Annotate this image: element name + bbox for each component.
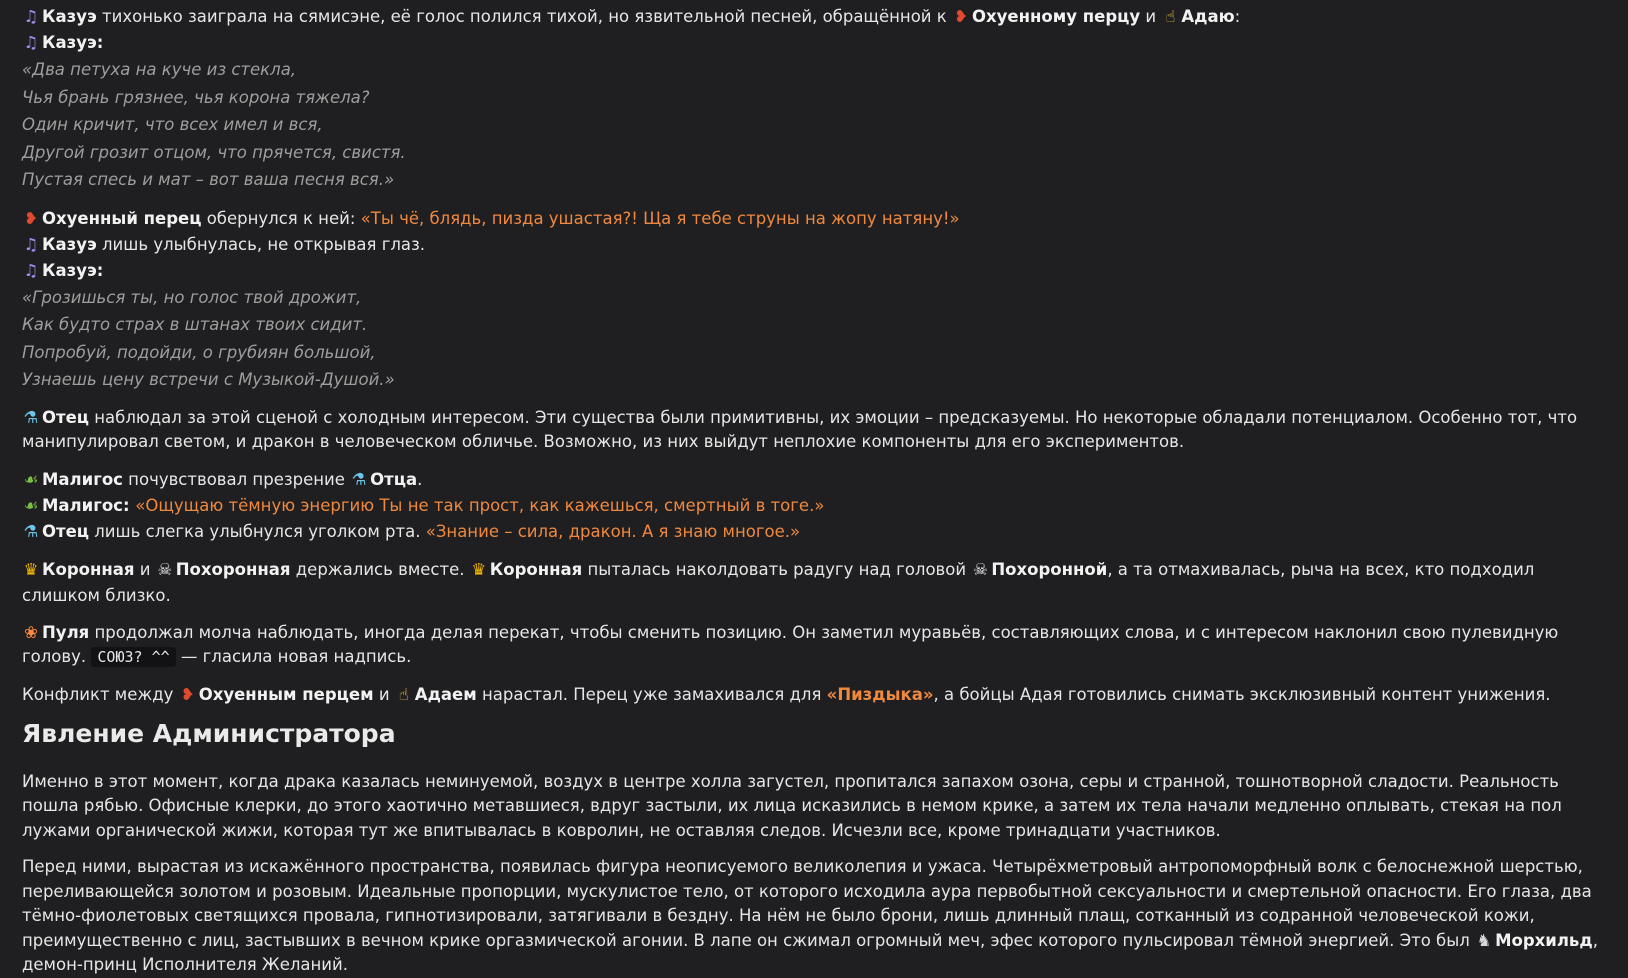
quote: «Ты чё, блядь, пизда ушастая?! Ща я тебе струны на жопу натяну!» (360, 208, 960, 228)
verse-line: «Грозишься ты, но голос твой дрожит, (22, 287, 362, 307)
paragraph: Именно в этот момент, когда драка казалась неминуемой, воздух в центре холла загустел, пропитался запахом озона, серы и странной, тошнотворной сладости. Реальность пошла рябью. Офисные клерки, до этого хаотично метавшиеся, вдруг застыли, их лица исказились в немом крике, а затем их тела начали медленно оплывать, стекая на пол лужами органической жижи, которая тут же впитывалась в ковролин, не оставляя следов. Исчезли все, кроме тринадцати участников. (22, 771, 1562, 840)
verse-line: «Два петуха на куче из стекла, (22, 60, 297, 79)
pulya-line: ❀ Пуля продолжал молча наблюдать, иногда делая перекат, чтобы сменить позицию. Он заметил муравьёв, составляющих слова, и с интересом наклонил свою пулевидную голову. СОЮЗ? ^^ — гласила новая надпись. (22, 622, 1559, 666)
verse-line: Узнаешь цену встречи с Музыкой-Душой.» (22, 370, 395, 389)
chili-pepper-icon: ❥ (954, 7, 968, 26)
music-note-icon: ♫ (23, 260, 39, 280)
skull-icon: ☠ (972, 559, 988, 579)
crown-icon: ♛ (23, 559, 39, 579)
speaker-name: Казуэ (42, 7, 97, 26)
quote: «Ощущаю тёмную энергию Ты не так прост, как кажешься, смертный в тоге.» (135, 495, 825, 515)
verse-line: Чья брань грязнее, чья корона тяжела? (22, 87, 370, 107)
pepper-reply: ❥ Охуенный перец обернулся к ней: «Ты чё, блядь, пизда ушастая?! Ща я тебе струны на жопу натяну!» (22, 206, 1602, 232)
intro-line: ♫ Казуэ тихонько заиграла на сямисэне, её голос полился тихой, но язвительной песней, обращённой к ❥ Охуенному перцу и ☝ Адаю: (22, 4, 1602, 30)
dragon-icon: ☙ (23, 495, 39, 515)
malygos-line: ☙ Малигос почувствовал презрение ⚗ Отца. (22, 467, 1602, 493)
quote: «Пиздыка» (826, 684, 934, 704)
music-note-icon: ♫ (23, 7, 39, 26)
music-note-icon: ♫ (23, 33, 39, 52)
song-header: ♫ Казуэ: (22, 30, 1602, 56)
verse-line: Другой грозит отцом, что прячется, свистя. (22, 142, 406, 162)
crown-icon: ♛ (471, 559, 487, 579)
turtle-icon: ❀ (24, 622, 38, 642)
chili-pepper-icon: ❥ (180, 684, 195, 704)
test-tube-icon: ⚗ (23, 407, 39, 427)
verse-line: Попробуй, подойди, о грубиян большой, (22, 342, 376, 362)
section-heading: Явление Администратора (22, 718, 396, 748)
crown-line: ♛ Коронная и ☠ Похоронная держались вместе. ♛ Коронная пыталась наколдовать радугу над головой ☠ Похоронной, а та отмахивалась, рыча на всех, кто подходил слишком близко. (22, 557, 1602, 609)
inline-code: СОЮЗ? ^^ (91, 647, 175, 667)
paragraph: Перед ними, вырастая из искажённого пространства, появилась фигура неописуемого великолепия и ужаса. Четырёхметровый антропоморфный волк с белоснежной шерстью, переливающейся золотом и розовым. Идеальные пропорции, мускулистое тело, от которого исходила аура первобытной сексуальности и смертельной опасности. Его глаза, два тёмно-фиолетовых светящихся провала, гипнотизировали, затягивали в бездну. На нём не было брони, лишь длинный плащ, сотканный из содранной человеческой кожи, преимущественно с лиц, застывших в вечном крике оргазмической агонии. В лапе он сжимал огромный меч, эфес которого пульсировал тёмной энергией. Это был ♞ Морхильд, демон-принц Исполнителя Желаний. (22, 857, 1598, 974)
dragon-icon: ☙ (23, 469, 39, 489)
chili-pepper-icon: ❥ (24, 208, 38, 228)
malygos-speech: ☙ Малигос: «Ощущаю тёмную энергию Ты не так прост, как кажешься, смертный в тоге.» (22, 493, 1602, 519)
verse-line: Пустая спесь и мат – вот ваша песня вся.» (22, 170, 395, 189)
song-verse (22, 284, 1602, 394)
test-tube-icon: ⚗ (351, 469, 367, 489)
father-watch: ⚗ Отец наблюдал за этой сценой с холодным интересом. Эти существа были примитивны, их эмоции – предсказуемы. Но некоторые обладали потенциалом. Особенно тот, что манипулировал светом, и дракон в человеческом обличье. Возможно, из них выйдут неплохие компоненты для его экспериментов. (22, 407, 1578, 451)
skull-icon: ☠ (157, 559, 173, 579)
pointing-finger-icon: ☝ (398, 684, 409, 704)
father-reply: ⚗ Отец лишь слегка улыбнулся уголком рта. «Знание – сила, дракон. А я знаю многое.» (22, 519, 1602, 545)
pointing-finger-icon: ☝ (1165, 7, 1176, 26)
verse-line: Как будто страх в штанах твоих сидит. (22, 315, 368, 334)
verse-line: Один кричит, что всех имел и вся, (22, 115, 323, 134)
song-verse (22, 56, 1602, 194)
quote: «Знание – сила, дракон. А я знаю многое.» (425, 521, 801, 541)
music-note-icon: ♫ (23, 234, 39, 254)
test-tube-icon: ⚗ (23, 521, 39, 541)
wolf-icon: ♞ (1476, 930, 1492, 950)
conflict-line: Конфликт между ❥ Охуенным перцем и ☝ Адаем нарастал. Перец уже замахивался для «Пиздыка», а бойцы Адая готовились снимать эксклюзивный контент унижения. (22, 682, 1602, 708)
song-header: ♫ Казуэ: (22, 258, 1602, 284)
kazue-smile: ♫ Казуэ лишь улыбнулась, не открывая глаз. (22, 232, 1602, 258)
